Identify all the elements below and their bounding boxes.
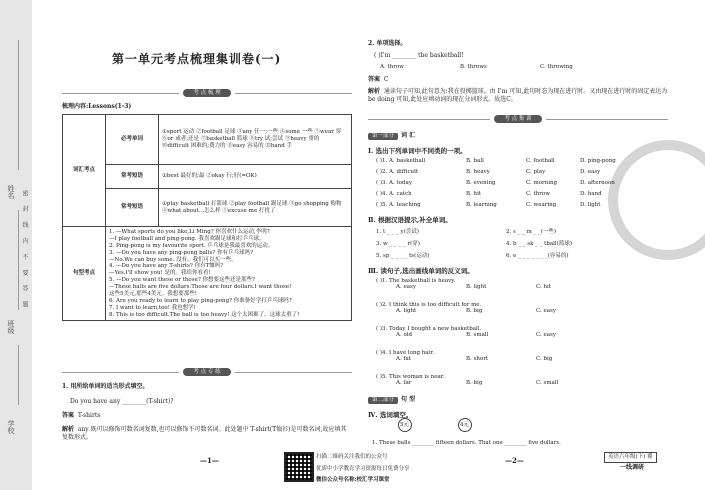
sentence-item: —No.We can buy some. 没有。我们可以买一些。 [109, 256, 237, 263]
sentence-list [106, 227, 352, 321]
q1-text: Do you have any ________(T-shirt)? [70, 398, 174, 405]
s2-row: 3. w _ _ _ _ r(穿) 4. b _ _ sk _ _ tball(篮球) [376, 241, 572, 247]
part-tag: 第二部分 [368, 397, 398, 404]
q2-option: A. throw [380, 64, 404, 70]
common-phrases: ①best 最好的;最 ②okay 行;好(=OK) [159, 165, 352, 189]
s2-row: 1. t _ _ _ y(尝试) 2. s _ _ m _ _(一些) [376, 229, 557, 235]
s1-row: ( )2. A. difficult B. heavy C. play D. easy [376, 169, 601, 175]
sentence-item: 2. Ping-pong is my favourite sport. 乒乓球是我最喜欢的运动。 [109, 242, 274, 249]
common-phrases-label: 常考短语 [106, 165, 159, 189]
s3-item: ( )4. I have long hair. A. fat B. short C. big [376, 350, 553, 362]
q1-answer: T-shirts [77, 412, 101, 419]
q2-stem: ( )I'm ________ the basketball! [374, 52, 464, 59]
part2-header [368, 396, 415, 404]
qr-caption-1: 扫描二维码关注我们的公众号 [316, 454, 388, 460]
sentence-item: 3. —Do you have any ping-pong balls? 你有乒乓球吗? [109, 249, 253, 256]
knowledge-table [62, 114, 352, 321]
common-words: ①sport 运动 ②football 足球 ③any 任一;一些 ④some 一些 ⑤wear 穿 ⑥or 或者;还是 ⑦basketball 篮球 ⑧try 试;尝试 ⑨heavy 重的 ⑩difficult 困难的;费力的 ⑪easy 容易的 ⑫hand 手 [159, 115, 352, 165]
q2-answer: C [383, 76, 389, 83]
s4-title: Ⅳ. 选词填空。 [368, 411, 413, 419]
s4-line: 1. These balls ________ fifteen dollars. That one ________ five dollars. [372, 440, 561, 446]
q1-analysis [62, 426, 352, 441]
book-tag: 英语六年级(下) 冀 [604, 452, 657, 463]
part-title: 词 汇 [401, 132, 416, 139]
s2-title: Ⅱ. 根据汉语提示,补全单词。 [368, 216, 452, 224]
part-tag: 第一部分 [368, 133, 398, 140]
sentence-item: 5. —Do you want these or those? 你想要这些还是那些? [109, 277, 255, 284]
sentence-item: 8. This is too difficult.The ball is too heavy! 这个太困难了。这球太重了! [109, 311, 300, 318]
s2-row: 5. sp _ _ _ _ ts(运动) 6. e _ _ _ _ _ _ _(容易的) [376, 253, 569, 259]
seal-line-text: 密 封 线 内 不 要 答 题 [21, 190, 28, 312]
s1-title: Ⅰ. 选出下列单词中不同类的一项。 [368, 147, 467, 155]
q1-analysis-text: any 既可以修饰可数名词复数,也可以修饰不可数名词。此处题中 T-shirt(T恤衫)是可数名词,故应填其复数形式。 [62, 426, 347, 441]
part1-header [368, 132, 415, 140]
name-blank-line [18, 40, 19, 170]
ball-price: 4元 [460, 422, 469, 428]
brand-name: 一线调研 [620, 464, 645, 471]
s3-item: ( )1. The basketball is heavy. A. easy B. light C. hit [376, 278, 552, 290]
sentence-item: 这些5美元,那些4美元。我想要那些! [109, 290, 197, 297]
part-title: 句 型 [401, 396, 416, 403]
vocab-label: 词汇考点 [63, 115, 106, 227]
school-label: 学校 [7, 420, 15, 434]
band-label: 考 点 梳 理 [183, 89, 230, 97]
name-label: 姓名 [7, 185, 15, 199]
q1-title: 1. 用所给单词的适当形式填空。 [62, 383, 149, 390]
q2-analysis [368, 88, 668, 103]
answer-label: 答案 [62, 412, 75, 419]
band-label: 考 点 集 训 [494, 115, 541, 123]
answer-label: 答案 [368, 76, 381, 83]
page-number-left: —1— [200, 456, 219, 465]
page-number-right: —2— [505, 456, 524, 465]
page-title: 第一单元考点梳理集训卷(一) [112, 52, 282, 66]
s3-title: Ⅲ. 读句子,选出画线单词的反义词。 [368, 267, 474, 275]
analysis-label: 解析 [62, 426, 75, 433]
common-words-label: 必考单词 [106, 115, 159, 165]
sentence-item: —I play football and ping-pong. 我喜欢踢足球和打乒乓球。 [109, 235, 265, 242]
section-band-practice [62, 367, 352, 377]
analysis-label: 解析 [368, 88, 381, 95]
q1-answer-line [62, 412, 100, 420]
class-label: 班级 [7, 320, 15, 334]
s3-list [376, 278, 676, 398]
s3-item: ( )2. I think this is too difficult for me. A. light B. big C. easy [376, 302, 556, 314]
qr-caption-3: 微信公众号名称:校汇学习课堂 [316, 477, 390, 483]
class-blank-line [18, 210, 19, 310]
s3-item: ( )5. This woman is near. A. far B. big C. small [376, 374, 559, 386]
q2-answer-line [368, 76, 388, 84]
s1-row: ( )5. A. teaching B. learning C. wearing D. light [376, 202, 601, 208]
sentence-item: 1. —What sports do you like,Li Ming? 你喜欢什么运动,李明? [109, 229, 270, 235]
q2-option: B. throws [460, 64, 487, 70]
qr-caption-2: 优质中小学教育学习资源每日免费分享 [316, 466, 410, 472]
section-band-training [368, 114, 668, 124]
s2-list [376, 227, 676, 263]
qr-code [284, 452, 314, 482]
phrases: ①play basketball 打篮球 ②play football 踢足球 ③go shopping 购物 ④what about...怎么样 ⑤excuse me 打扰了 [159, 189, 352, 227]
q2-analysis-text: 通读句子可知,此句意为:我在投掷篮球。由 I'm 可知,此句时态为现在进行时。又由现在进行时的固定表达为 be doing 可知,此处应填动词的现在分词形式。故选C。 [368, 88, 668, 103]
sentence-item: —These balls are five dollars.Those are four dollars.I want those! [109, 284, 292, 290]
s1-row: ( )1. A. basketball B. ball C. football D. ping-pong [376, 158, 616, 164]
q2-option: C. throwing [540, 64, 573, 70]
sentence-item: 6. Are you ready to learn to play ping-pong? 你准备好学打乒乓球吗? [109, 297, 292, 304]
s1-list [376, 158, 676, 213]
section-band-review [62, 88, 352, 98]
phrases-label: 常考短语 [106, 189, 159, 227]
ball-price: 5元 [400, 422, 409, 428]
content-scope: 梳理内容:Lessons(1-3) [62, 103, 132, 110]
band-label: 考 点 专 练 [183, 368, 230, 376]
sentence-item: 7. I want to learn,too! 我也想学! [109, 304, 196, 311]
s1-row: ( )4. A. catch B. hit C. throw D. hand [376, 191, 602, 197]
sentence-label: 句型考点 [63, 227, 106, 321]
sentence-item: —Yes.I'll show you! 是的。我给你看看! [109, 270, 211, 277]
s1-row: ( )3. A. today B. evening C. morning D. afternoon [376, 180, 615, 186]
q2-title: 2. 单项选择。 [368, 40, 407, 47]
school-blank-line [18, 345, 19, 405]
sentence-item: 4. —Do you have any T-shirts? 你有T恤吗? [109, 263, 224, 270]
s3-item: ( )3. Today I bought a new basketball. A. old B. small C. easy [376, 326, 556, 338]
